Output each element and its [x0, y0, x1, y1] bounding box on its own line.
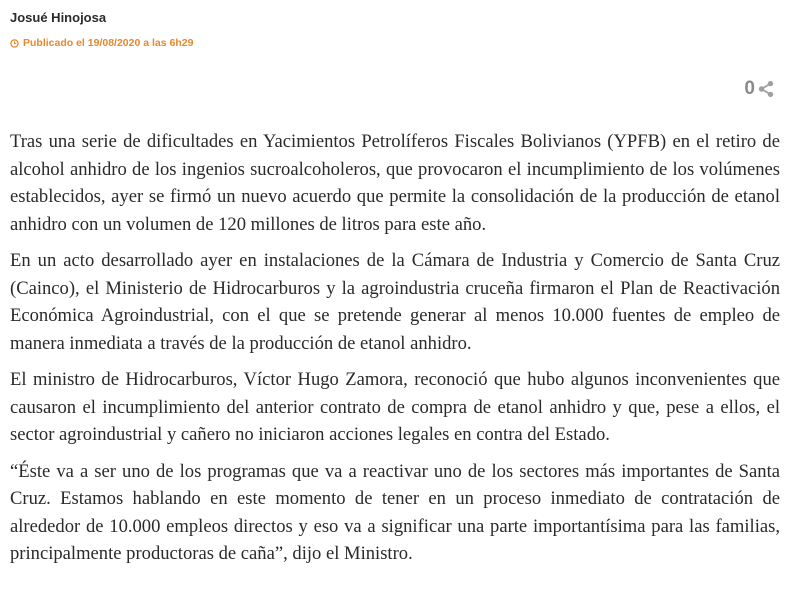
publish-date-text: Publicado el 19/08/2020 a las 6h29 — [23, 37, 194, 49]
author-name[interactable]: Josué Hinojosa — [10, 10, 107, 25]
article-paragraph: “Éste va a ser uno de los programas que va a reactivar uno de los sectores más importantes de Santa Cruz. Estamos hablando en este momento de tener en un proceso inmediato de contratación de alrededor de 10.000 empleos directos y eso va a significar una parte importantísima para las familias, principalmente productoras de caña”, dijo el Ministro. — [10, 460, 780, 564]
clock-icon — [10, 39, 19, 48]
article-paragraph: El ministro de Hidrocarburos, Víctor Hugo Zamora, reconoció que hubo algunos inconvenientes que causaron el incumplimiento del anterior contrato de compra de etanol anhidro y que, pese a ellos, el sector agroindustrial y cañero no iniciaron acciones legales en contra del Estado. — [10, 369, 780, 445]
article-body — [10, 128, 780, 577]
article-paragraph: Tras una serie de dificultades en Yacimientos Petrolíferos Fiscales Bolivianos (YPFB) en el retiro de alcohol anhidro de los ingenios sucroalcoholeros, que provocaron el incumplimiento de los volúmenes establecidos, ayer se firmó un nuevo acuerdo que permite la consolidación de la producción de etanol anhidro con un volumen de 120 millones de litros para este año. — [10, 131, 780, 235]
share-count: 0 — [744, 78, 755, 99]
share-button[interactable] — [744, 78, 775, 100]
article-paragraph: En un acto desarrollado ayer en instalaciones de la Cámara de Industria y Comercio de Santa Cruz (Cainco), el Ministerio de Hidrocarburos y la agroindustria cruceña firmaron el Plan de Reactivación Económica Agroindustrial, con el que se pretende generar al menos 10.000 fuentes de empleo de manera inmediata a través de la producción de etanol anhidro. — [10, 250, 780, 354]
share-icon[interactable] — [757, 80, 775, 98]
publish-date — [10, 37, 193, 49]
